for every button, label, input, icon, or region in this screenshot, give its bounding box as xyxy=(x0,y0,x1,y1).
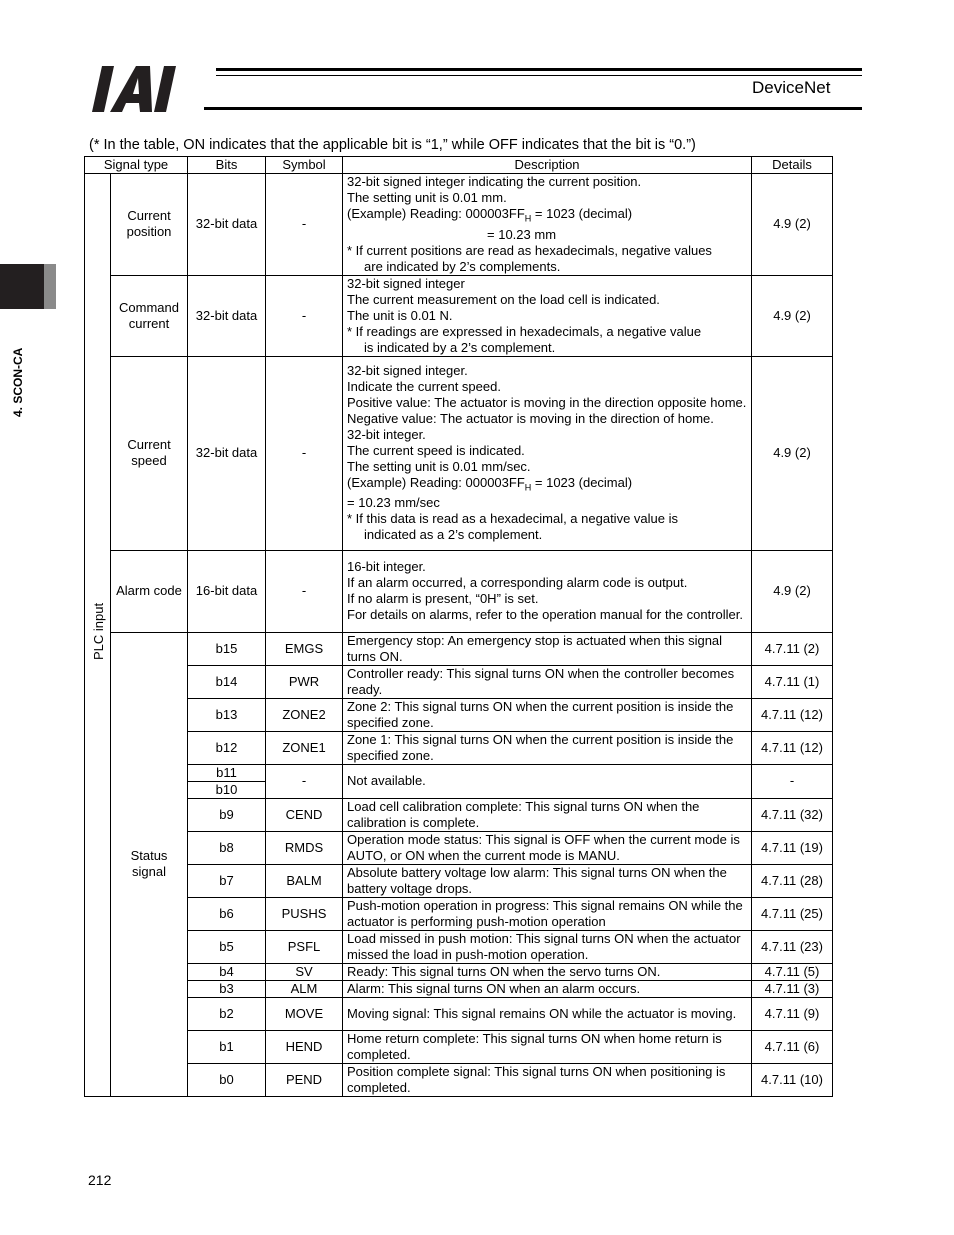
table-row-b1 xyxy=(85,1030,833,1063)
header-rule-bottom xyxy=(204,107,862,110)
table-row-b13 xyxy=(85,698,833,731)
description-cell: Not available. xyxy=(343,764,752,798)
symbol-cell: HEND xyxy=(266,1030,343,1063)
symbol-cell: - xyxy=(266,550,343,632)
bits-cell: 16-bit data xyxy=(188,550,266,632)
desc-line: 32-bit signed integer indicating the current position. xyxy=(347,174,642,189)
desc-subscript: H xyxy=(524,482,532,493)
desc-line: If an alarm occurred, a corresponding alarm code is output. xyxy=(347,575,688,591)
desc-line: For details on alarms, refer to the operation manual for the controller. xyxy=(347,607,743,623)
bits-cell: b8 xyxy=(188,831,266,864)
details-cell: 4.9 (2) xyxy=(752,275,833,356)
description-cell: Operation mode status: This signal is OFF when the current mode is AUTO, or ON when the current mode is MANU. xyxy=(343,831,752,864)
table-row-b14 xyxy=(85,665,833,698)
status-signal-label: Status signal xyxy=(111,632,188,1096)
details-cell: 4.7.11 (10) xyxy=(752,1063,833,1096)
chapter-tab-accent xyxy=(44,264,56,309)
desc-line: 32-bit signed integer. xyxy=(347,362,468,378)
table-header-row xyxy=(85,157,833,174)
signal-name: Current speed xyxy=(111,356,188,550)
bits-cell: b4 xyxy=(188,963,266,980)
desc-line: * If this data is read as a hexadecimal, a negative value is xyxy=(347,511,678,527)
table-row-b11 xyxy=(85,764,833,781)
details-cell: 4.9 (2) xyxy=(752,550,833,632)
description-cell: Zone 2: This signal turns ON when the current position is inside the specified zone. xyxy=(343,698,752,731)
desc-line xyxy=(347,475,747,496)
table-row-b6 xyxy=(85,897,833,930)
desc-line: If no alarm is present, “0H” is set. xyxy=(347,591,539,607)
symbol-cell: ZONE1 xyxy=(266,731,343,764)
details-cell: 4.7.11 (23) xyxy=(752,930,833,963)
table-row-current-position xyxy=(85,174,833,276)
description-cell: Push-motion operation in progress: This signal remains ON while the actuator is performing push-motion operation xyxy=(343,897,752,930)
symbol-cell: PWR xyxy=(266,665,343,698)
bits-cell: 32-bit data xyxy=(188,275,266,356)
symbol-cell: PEND xyxy=(266,1063,343,1096)
desc-line: The unit is 0.01 N. xyxy=(347,307,453,323)
table-row-b2 xyxy=(85,997,833,1030)
details-cell: 4.7.11 (12) xyxy=(752,698,833,731)
symbol-cell: EMGS xyxy=(266,632,343,665)
symbol-cell: - xyxy=(266,356,343,550)
signal-name xyxy=(111,174,188,276)
bits-cell: b12 xyxy=(188,731,266,764)
header-rule-thin xyxy=(216,75,862,76)
symbol-cell: CEND xyxy=(266,798,343,831)
bits-cell: 32-bit data xyxy=(188,174,266,276)
bits-cell: b9 xyxy=(188,798,266,831)
desc-line: Positive value: The actuator is moving in the direction opposite home. xyxy=(347,394,747,410)
details-cell: 4.7.11 (9) xyxy=(752,997,833,1030)
description-cell: Absolute battery voltage low alarm: This signal turns ON when the battery voltage drops. xyxy=(343,864,752,897)
table-row-b8 xyxy=(85,831,833,864)
bits-cell: b11 xyxy=(188,764,266,781)
details-cell: - xyxy=(752,764,833,798)
symbol-cell: MOVE xyxy=(266,997,343,1030)
details-cell: 4.7.11 (28) xyxy=(752,864,833,897)
iai-logo xyxy=(92,66,210,112)
chapter-label: 4. SCON-CA xyxy=(11,347,25,417)
desc-line: Negative value: The actuator is moving in the direction of home. xyxy=(347,410,714,426)
bits-cell: b3 xyxy=(188,980,266,997)
description-cell: Position complete signal: This signal turns ON when positioning is completed. xyxy=(343,1063,752,1096)
description-cell: Moving signal: This signal remains ON while the actuator is moving. xyxy=(343,997,752,1030)
table-row-b15 xyxy=(85,632,833,665)
bits-cell: b2 xyxy=(188,997,266,1030)
description-cell: Load missed in push motion: This signal turns ON when the actuator missed the load in push-motion operation. xyxy=(343,930,752,963)
bits-cell: b6 xyxy=(188,897,266,930)
details-cell: 4.9 (2) xyxy=(752,356,833,550)
table-row-b7 xyxy=(85,864,833,897)
details-cell: 4.7.11 (25) xyxy=(752,897,833,930)
symbol-cell: BALM xyxy=(266,864,343,897)
details-cell: 4.7.11 (32) xyxy=(752,798,833,831)
table-row-b0 xyxy=(85,1063,833,1096)
desc-line: is indicated by a 2’s complement. xyxy=(364,339,556,355)
header-bits: Bits xyxy=(188,157,266,174)
desc-line: Indicate the current speed. xyxy=(347,378,501,394)
desc-line: are indicated by 2’s complements. xyxy=(364,258,561,274)
symbol-cell: PSFL xyxy=(266,930,343,963)
bits-cell: b0 xyxy=(188,1063,266,1096)
description-cell xyxy=(343,356,752,550)
desc-line: 32-bit signed integer xyxy=(347,275,465,291)
symbol-cell: - xyxy=(266,275,343,356)
symbol-cell: - xyxy=(266,174,343,276)
bits-cell: b7 xyxy=(188,864,266,897)
desc-line: * If current positions are read as hexadecimals, negative values xyxy=(347,242,712,258)
table-note: (* In the table, ON indicates that the applicable bit is “1,” while OFF indicates that the bit is “0.”) xyxy=(89,137,696,153)
bits-cell: b5 xyxy=(188,930,266,963)
details-cell: 4.9 (2) xyxy=(752,174,833,276)
description-cell: Ready: This signal turns ON when the servo turns ON. xyxy=(343,963,752,980)
bits-cell: 32-bit data xyxy=(188,356,266,550)
header-signal-type: Signal type xyxy=(85,157,188,174)
table-row-b9 xyxy=(85,798,833,831)
bits-cell: b10 xyxy=(188,781,266,798)
bits-cell: b14 xyxy=(188,665,266,698)
symbol-cell: RMDS xyxy=(266,831,343,864)
details-cell: 4.7.11 (1) xyxy=(752,665,833,698)
details-cell: 4.7.11 (3) xyxy=(752,980,833,997)
description-cell xyxy=(343,550,752,632)
desc-line: * If readings are expressed in hexadecimals, a negative value xyxy=(347,323,702,339)
table-row-b3 xyxy=(85,980,833,997)
desc-line: The setting unit is 0.01 mm/sec. xyxy=(347,458,531,474)
symbol-cell: ALM xyxy=(266,980,343,997)
table-row-b4 xyxy=(85,963,833,980)
details-cell: 4.7.11 (5) xyxy=(752,963,833,980)
description-cell xyxy=(343,275,752,356)
table-row-b5 xyxy=(85,930,833,963)
header-description: Description xyxy=(343,157,752,174)
bits-cell: b13 xyxy=(188,698,266,731)
description-cell: Emergency stop: An emergency stop is actuated when this signal turns ON. xyxy=(343,632,752,665)
details-cell: 4.7.11 (6) xyxy=(752,1030,833,1063)
desc-text: = 1023 (decimal) xyxy=(531,474,633,490)
signal-name-text: Current position xyxy=(126,208,172,240)
header-details: Details xyxy=(752,157,833,174)
signal-name: Alarm code xyxy=(111,550,188,632)
signal-table xyxy=(84,156,833,1097)
details-cell: 4.7.11 (12) xyxy=(752,731,833,764)
desc-text: (Example) Reading: 000003FF xyxy=(347,206,525,221)
table-row-current-speed xyxy=(85,356,833,550)
details-cell: 4.7.11 (2) xyxy=(752,632,833,665)
description-cell: Load cell calibration complete: This signal turns ON when the calibration is complete. xyxy=(343,798,752,831)
description-cell: Home return complete: This signal turns ON when home return is completed. xyxy=(343,1030,752,1063)
bits-cell: b1 xyxy=(188,1030,266,1063)
description-cell xyxy=(343,174,752,276)
header-rule-top xyxy=(216,68,862,71)
desc-line: 32-bit integer. xyxy=(347,426,426,442)
symbol-cell: SV xyxy=(266,963,343,980)
description-cell: Controller ready: This signal turns ON when the controller becomes ready. xyxy=(343,665,752,698)
signal-name: Command current xyxy=(111,275,188,356)
desc-line: 16-bit integer. xyxy=(347,559,426,575)
desc-line: indicated as a 2’s complement. xyxy=(364,527,543,543)
symbol-cell: - xyxy=(266,764,343,798)
description-cell: Alarm: This signal turns ON when an alarm occurs. xyxy=(343,980,752,997)
desc-line xyxy=(347,206,747,227)
plc-input-label: PLC input xyxy=(91,602,106,660)
description-cell: Zone 1: This signal turns ON when the current position is inside the specified zone. xyxy=(343,731,752,764)
table-row-alarm-code xyxy=(85,550,833,632)
symbol-cell: ZONE2 xyxy=(266,698,343,731)
page-number: 212 xyxy=(88,1172,112,1188)
desc-line: = 10.23 mm/sec xyxy=(347,495,440,511)
desc-line: The current speed is indicated. xyxy=(347,442,525,458)
header-symbol: Symbol xyxy=(266,157,343,174)
table-row-command-current xyxy=(85,275,833,356)
details-cell: 4.7.11 (19) xyxy=(752,831,833,864)
symbol-cell: PUSHS xyxy=(266,897,343,930)
desc-text: = 1023 (decimal) xyxy=(531,206,633,221)
desc-line: = 10.23 mm xyxy=(487,226,557,242)
header-title: DeviceNet xyxy=(752,78,831,97)
desc-subscript: H xyxy=(524,213,532,224)
desc-text: (Example) Reading: 000003FF xyxy=(347,474,525,490)
chapter-tab xyxy=(0,264,44,309)
desc-line: The setting unit is 0.01 mm. xyxy=(347,190,507,205)
plc-input-cell xyxy=(85,174,111,1097)
table-row-b12 xyxy=(85,731,833,764)
desc-line: The current measurement on the load cell is indicated. xyxy=(347,291,660,307)
bits-cell: b15 xyxy=(188,632,266,665)
